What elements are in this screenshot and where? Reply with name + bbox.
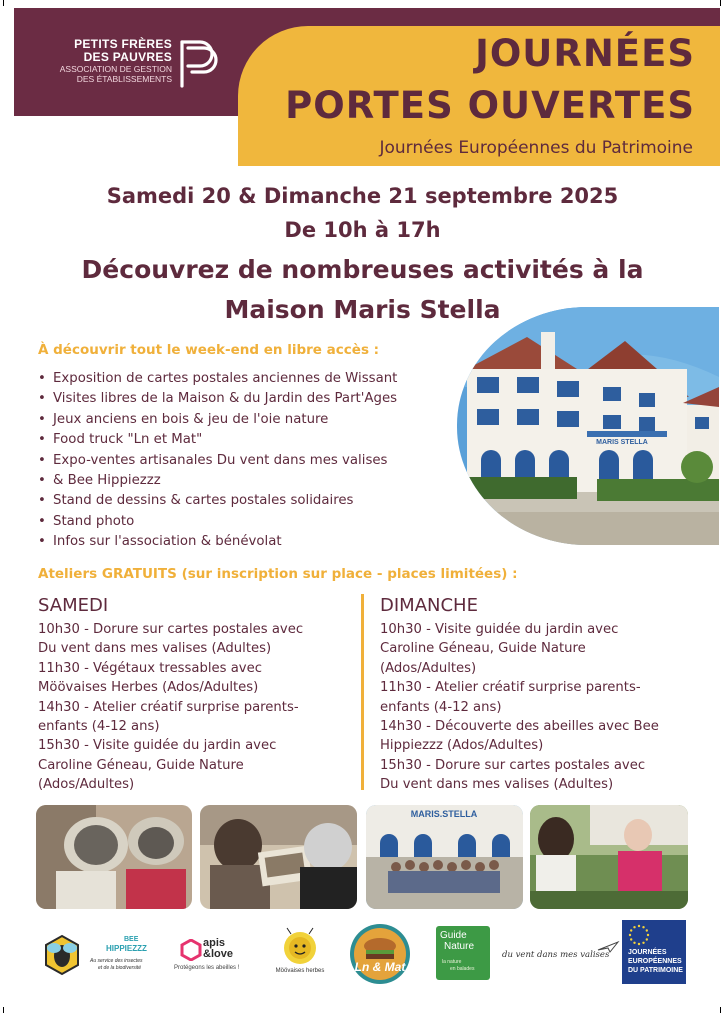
guide-nature-logo	[436, 926, 490, 980]
apis-name-1: apis	[203, 937, 226, 949]
schedule-line: Möövaises Herbes (Ados/Adultes)	[38, 680, 259, 696]
bee-tag-1: Au service des insectes	[90, 958, 143, 964]
page-title-line-2: PORTES OUVERTES	[285, 84, 695, 127]
schedule-line: (Ados/Adultes)	[380, 660, 477, 676]
list-item: • Expo-ventes artisanales Du vent dans mes valises	[38, 451, 468, 471]
sunday-title: DIMANCHE	[380, 595, 478, 616]
apis-love-logo	[174, 936, 254, 976]
herbes-name: Möövaises herbes	[275, 968, 325, 974]
lnmat-name: Ln & Mat	[354, 960, 406, 974]
schedule-line: 14h30 - Atelier créatif surprise parents-	[38, 699, 299, 715]
apis-tag: Protégeons les abeilles !	[174, 965, 240, 971]
bee-name-1: BEE	[124, 936, 139, 943]
list-item: • Visites libres de la Maison & du Jardin des Part'Ages	[38, 389, 468, 409]
schedule-line: 15h30 - Dorure sur cartes postales avec	[380, 757, 646, 773]
list-item: • Exposition de cartes postales anciennes de Wissant	[38, 369, 468, 389]
postcards-photo	[200, 805, 357, 909]
bee-icon	[42, 934, 82, 978]
headline-line-1: Découvrez de nombreuses activités à la	[81, 255, 644, 284]
sunday-schedule	[380, 620, 690, 795]
list-item: • Stand photo	[38, 512, 468, 532]
house-sign: MARIS STELLA	[596, 439, 648, 446]
crop-mark	[3, 0, 4, 6]
guide-tag-1: la nature	[442, 959, 462, 965]
headline-line-2: Maison Maris Stella	[224, 295, 501, 324]
list-item: • Infos sur l'association & bénévolat	[38, 532, 468, 552]
hexagon-icon	[180, 939, 202, 961]
logo-line-1: PETITS FRÈRES	[74, 37, 172, 51]
schedule-line: (Ados/Adultes)	[38, 777, 135, 793]
free-access-label: À découvrir tout le week-end en libre accès :	[38, 342, 380, 358]
logo-line-2: DES PAUVRES	[83, 50, 172, 64]
event-dates: Samedi 20 & Dimanche 21 septembre 2025	[106, 184, 619, 208]
food-truck-badge-icon	[346, 922, 414, 986]
bee-name-2: HIPPIEZZZ	[106, 944, 147, 953]
schedule-line: 10h30 - Visite guidée du jardin avec	[380, 622, 619, 637]
page-title-line-1: JOURNÉES	[475, 32, 695, 75]
schedule-line: Hippiezzz (Ados/Adultes)	[380, 738, 544, 754]
column-divider	[361, 594, 364, 790]
pp-logo-icon	[178, 38, 222, 90]
valises-name: du vent dans mes valises	[502, 950, 610, 960]
association-logo	[40, 38, 220, 98]
jep-line-2: EUROPÉENNES	[628, 958, 682, 965]
schedule-line: Du vent dans mes valises (Adultes)	[38, 641, 272, 657]
schedule-line: 11h30 - Végétaux tressables avec	[38, 660, 262, 676]
saturday-schedule	[38, 620, 348, 795]
schedule-line: enfants (4-12 ans)	[380, 699, 502, 715]
list-item: • Stand de dessins & cartes postales solidaires	[38, 491, 468, 511]
schedule-line: 14h30 - Découverte des abeilles avec Bee	[380, 719, 659, 735]
jep-logo	[622, 920, 686, 984]
sunflower-icon	[277, 926, 323, 966]
guide-name-2: Nature	[444, 941, 475, 952]
jep-line-1: JOURNÉES	[628, 949, 667, 956]
ln-mat-logo	[346, 922, 414, 986]
garden-visit-photo	[530, 805, 688, 909]
schedule-line: enfants (4-12 ans)	[38, 719, 160, 735]
guide-tag-2: en balades	[450, 966, 475, 972]
photo-sign: MARIS.STELLA	[410, 809, 478, 819]
bee-tag-2: et de la biodiversité	[98, 965, 142, 971]
apis-name-2: &love	[203, 948, 233, 960]
schedule-line: Caroline Géneau, Guide Nature	[38, 757, 244, 773]
schedule-line: 11h30 - Atelier créatif surprise parents-	[380, 680, 641, 696]
moovaises-herbes-logo	[270, 926, 330, 982]
eu-stars-icon	[628, 924, 650, 946]
list-item: • Food truck "Ln et Mat"	[38, 430, 468, 450]
logo-line-4: DES ÉTABLISSEMENTS	[76, 74, 172, 84]
crop-mark	[720, 1007, 721, 1013]
saturday-title: SAMEDI	[38, 595, 109, 616]
bee-hippiezzz-logo	[42, 932, 164, 982]
beekeeping-photo	[36, 805, 192, 909]
du-vent-logo	[502, 940, 620, 970]
schedule-line: 10h30 - Dorure sur cartes postales avec	[38, 622, 304, 637]
workshops-label: Ateliers GRATUITS (sur inscription sur place - places limitées) :	[38, 566, 518, 582]
schedule-line: Du vent dans mes valises (Adultes)	[380, 777, 614, 793]
list-item: • Jeux anciens en bois & jeu de l'oie nature	[38, 410, 468, 430]
logo-line-3: ASSOCIATION DE GESTION	[59, 64, 172, 74]
page-subtitle: Journées Européennes du Patrimoine	[379, 138, 693, 158]
crop-mark	[720, 0, 721, 6]
schedule-line: 15h30 - Visite guidée du jardin avec	[38, 738, 277, 754]
jep-line-3: DU PATRIMOINE	[628, 967, 683, 974]
event-hours: De 10h à 17h	[284, 218, 441, 242]
schedule-line: Caroline Géneau, Guide Nature	[380, 641, 586, 657]
free-access-list	[38, 369, 468, 553]
crop-mark	[3, 1007, 4, 1013]
maison-maris-stella-photo	[457, 307, 719, 545]
list-item-continuation: • & Bee Hippiezzz	[38, 471, 468, 491]
group-photo	[366, 805, 523, 909]
guide-name-1: Guide	[440, 930, 467, 941]
